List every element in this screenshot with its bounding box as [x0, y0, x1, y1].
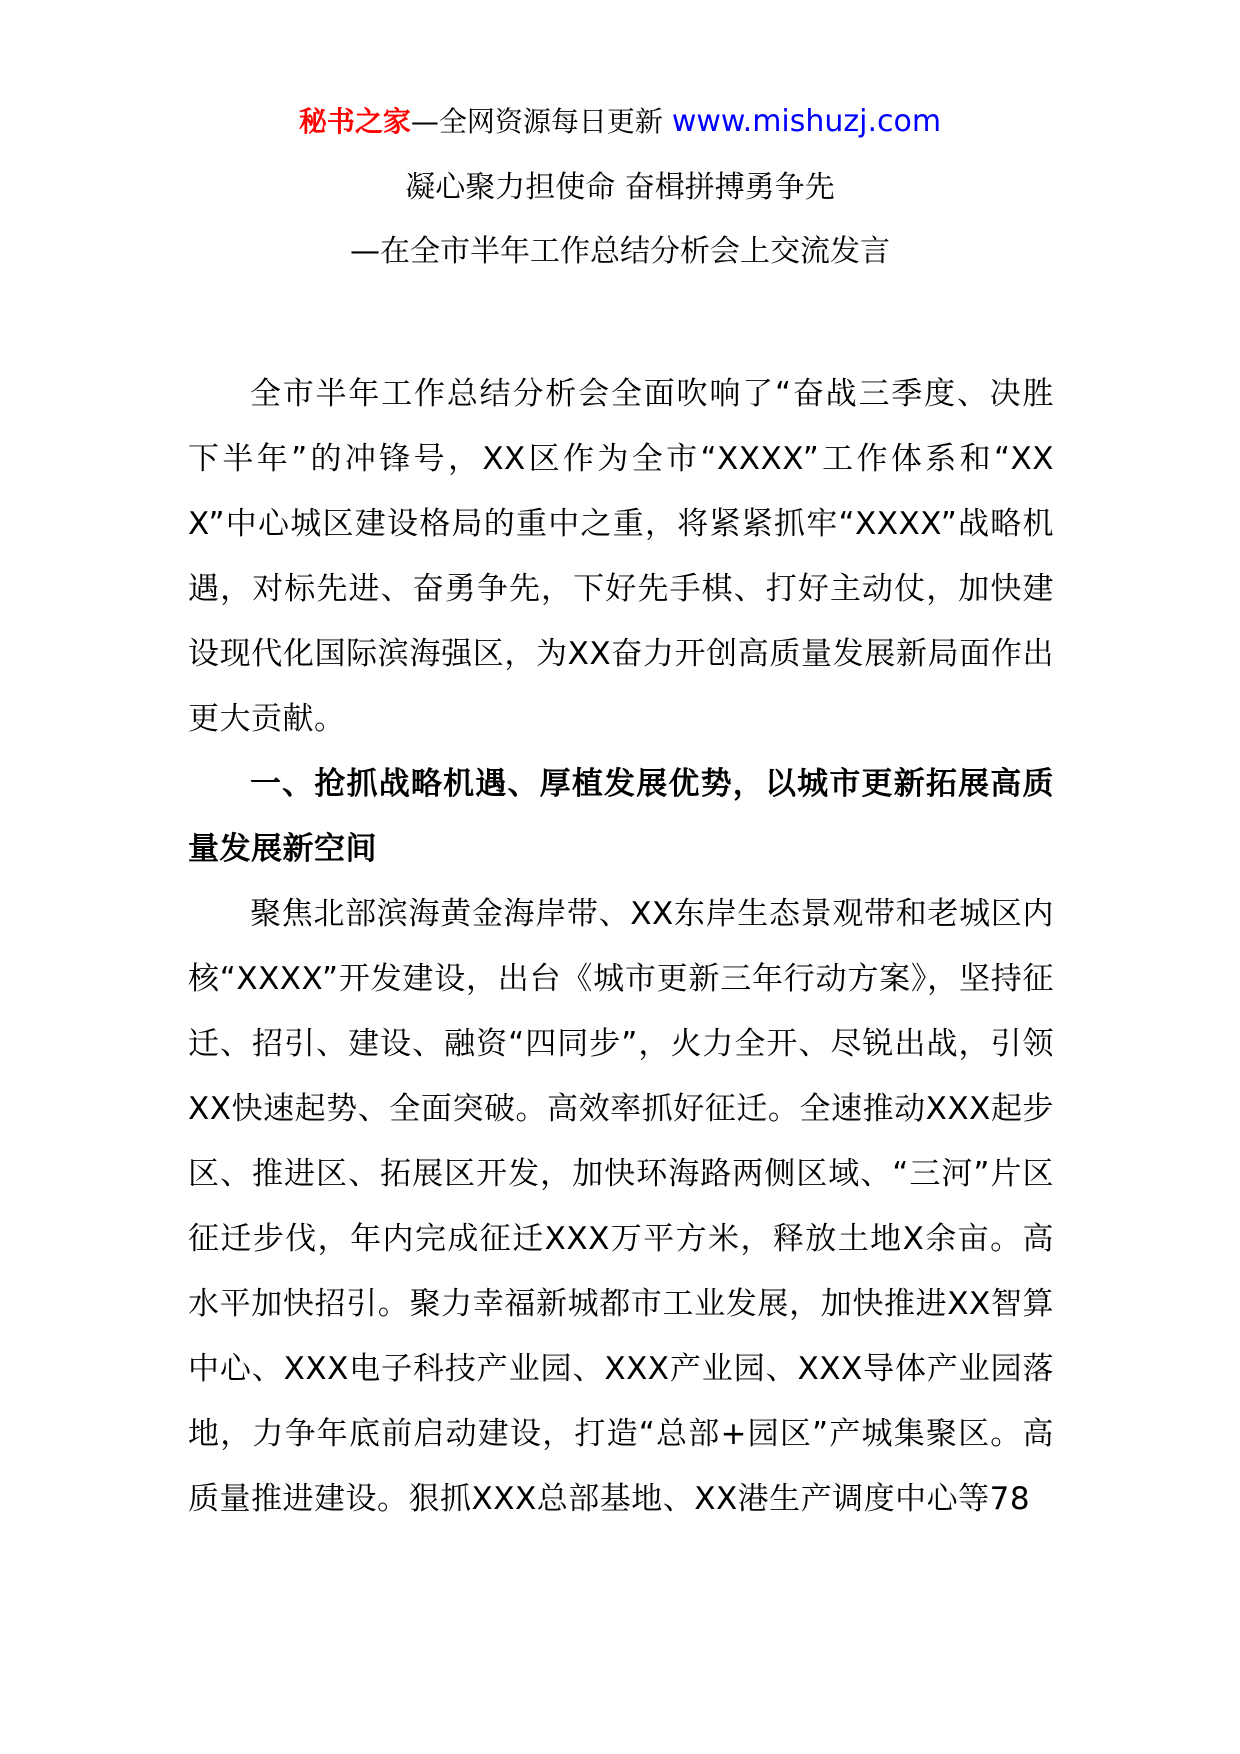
- document-subtitle: —在全市半年工作总结分析会上交流发言: [350, 234, 890, 269]
- document-body: [188, 362, 1054, 1532]
- body-paragraph: 聚焦北部滨海黄金海岸带、XX东岸生态景观带和老城区内核“XXXX”开发建设，出台《城市更新三年行动方案》，坚持征迁、招引、建设、融资“四同步”，火力全开、尽锐出战，引领XX快速起势、全面突破。高效率抓好征迁。全速推动XXX起步区、推进区、拓展区开发，加快环海路两侧区域、“三河”片区征迁步伐，年内完成征迁XXX万平方米，释放土地X余亩。高水平加快招引。聚力幸福新城都市工业发展，加快推进XX智算中心、XXX电子科技产业园、XXX产业园、XXX导体产业园落地，力争年底前启动建设，打造“总部+园区”产城集聚区。高质量推进建设。狠抓XXX总部基地、XX港生产调度中心等78: [188, 896, 1054, 1517]
- section-heading-1: 一、抢抓战略机遇、厚植发展优势，以城市更新拓展高质量发展新空间: [188, 766, 1054, 867]
- intro-paragraph: 全市半年工作总结分析会全面吹响了“奋战三季度、决胜下半年”的冲锋号，XX区作为全市“XXXX”工作体系和“XXX”中心城区建设格局的重中之重，将紧紧抓牢“XXXX”战略机遇，对标先进、奋勇争先，下好先手棋、打好主动仗，加快建设现代化国际滨海强区，为XX奋力开创高质量发展新局面作出更大贡献。: [188, 376, 1054, 737]
- header-tagline: —全网资源每日更新: [410, 105, 672, 138]
- site-header: [0, 100, 1240, 144]
- document-title: 凝心聚力担使命 奋楫拼搏勇争先: [405, 170, 835, 205]
- brand-name: 秘书之家: [298, 105, 411, 138]
- site-url-link[interactable]: www.mishuzj.com: [671, 104, 942, 139]
